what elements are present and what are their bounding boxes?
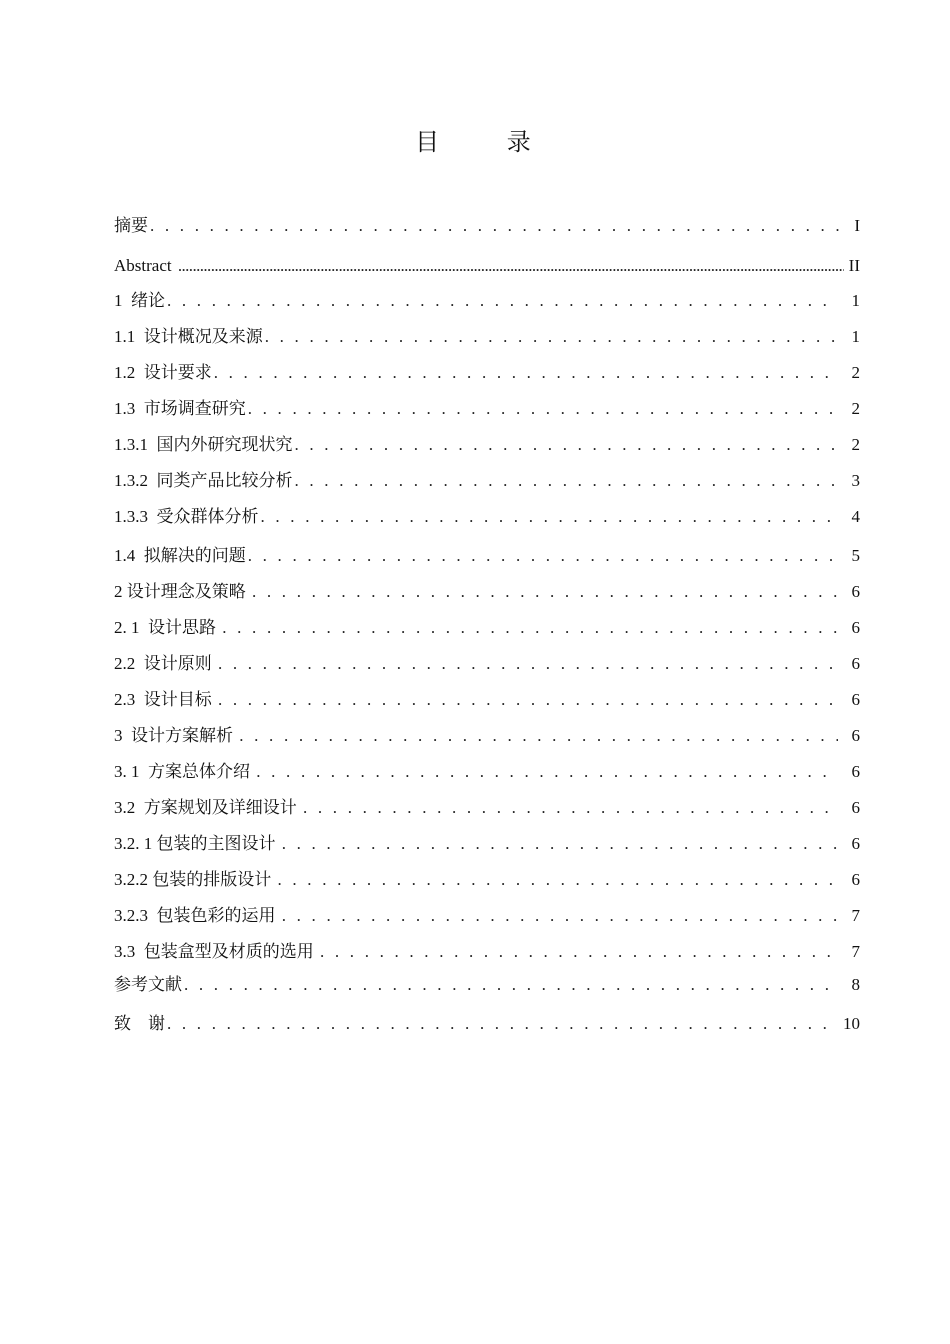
toc-entry-label: 1.1 设计概况及来源: [114, 327, 263, 346]
dot-leader: [320, 942, 838, 962]
toc-entry-label: 1.3.1 国内外研究现状究: [114, 435, 293, 454]
toc-entry-label: 参考文献: [114, 975, 182, 994]
dot-leader: [214, 363, 838, 383]
toc-title: 目 录: [415, 128, 561, 156]
toc-entry-page: 6: [851, 870, 860, 889]
toc-entry-page: 4: [851, 507, 860, 526]
toc-entry-page: 8: [851, 975, 860, 994]
toc-entry-label: 1 绪论: [114, 291, 165, 310]
toc-entry-page: 2: [851, 435, 860, 454]
toc-entry-abstract-cn[interactable]: [114, 212, 860, 236]
toc-entry-page: 1: [851, 327, 860, 346]
toc-entry-page: 5: [851, 546, 860, 565]
dot-leader: [150, 216, 850, 236]
toc-entry[interactable]: [114, 287, 860, 311]
toc-entry-label: 2.2 设计原则: [114, 654, 216, 673]
toc-entry-page: 2: [851, 363, 860, 382]
toc-entry[interactable]: [114, 794, 860, 818]
dot-leader: [261, 507, 839, 527]
dot-leader: [256, 762, 838, 782]
dot-leader: [295, 471, 839, 491]
toc-entry-label: 2. 1 设计思路: [114, 618, 221, 637]
toc-entry[interactable]: [114, 866, 860, 890]
dot-leader: [252, 582, 838, 602]
toc-entry-label: 摘要: [114, 216, 148, 235]
toc-entry-page: 6: [851, 762, 860, 781]
toc-entry-page: 10: [843, 1014, 860, 1033]
toc-entry-page: 7: [851, 906, 860, 925]
dot-leader: [295, 435, 839, 455]
toc-entry-label: 1.3.3 受众群体分析: [114, 507, 259, 526]
dot-leader: [265, 327, 838, 347]
toc-entry-label: 2 设计理念及策略: [114, 582, 250, 601]
dot-leader: [218, 654, 838, 674]
toc-entry[interactable]: [114, 614, 860, 638]
dot-leader: [222, 618, 838, 638]
dot-leader: [248, 399, 838, 419]
toc-entry[interactable]: [114, 359, 860, 383]
toc-entry[interactable]: [114, 323, 860, 347]
toc-entry-label: 3.2. 1 包装的主图设计: [114, 834, 280, 853]
toc-entry-label: 3.3 包装盒型及材质的选用: [114, 942, 318, 961]
toc-entry-label: 1.2 设计要求: [114, 363, 212, 382]
toc-entry-page: 6: [851, 582, 860, 601]
dot-leader: [167, 291, 838, 311]
dot-leader: [184, 975, 838, 995]
dot-leader: [278, 870, 839, 890]
dot-leader: [248, 546, 838, 566]
toc-entry-page: I: [854, 216, 860, 235]
toc-entry-page: 1: [851, 291, 860, 310]
toc-entry-page: 6: [851, 798, 860, 817]
toc-entry-abstract-en[interactable]: [114, 252, 860, 276]
toc-entry-label: 2.3 设计目标: [114, 690, 216, 709]
toc-entry-page: 6: [851, 618, 860, 637]
toc-entry[interactable]: [114, 938, 860, 962]
dot-leader: [218, 690, 838, 710]
toc-entry[interactable]: [114, 431, 860, 455]
toc-entry-label: 3.2.2 包装的排版设计: [114, 870, 276, 889]
toc-entry-label: Abstract: [114, 256, 176, 275]
toc-entry[interactable]: [114, 503, 860, 527]
toc-entry-page: 6: [851, 654, 860, 673]
dot-leader: [239, 726, 838, 746]
toc-entry-label: 3 设计方案解析: [114, 726, 238, 745]
toc-entry-references[interactable]: [114, 971, 860, 995]
toc-entry-label: 1.3.2 同类产品比较分析: [114, 471, 293, 490]
toc-entry-label: 3.2 方案规划及详细设计: [114, 798, 301, 817]
toc-entry[interactable]: [114, 830, 860, 854]
toc-entry-label: 3. 1 方案总体介绍: [114, 762, 255, 781]
toc-entry[interactable]: [114, 542, 860, 566]
toc-entry-page: 6: [851, 690, 860, 709]
toc-entry[interactable]: [114, 722, 860, 746]
toc-entry-label: 3.2.3 包装色彩的运用: [114, 906, 280, 925]
dot-leader: [303, 798, 838, 818]
toc-entry[interactable]: [114, 902, 860, 926]
dot-leader: [178, 256, 844, 276]
toc-entry[interactable]: [114, 686, 860, 710]
toc-entry-label: 1.3 市场调查研究: [114, 399, 246, 418]
toc-entry-page: II: [848, 256, 860, 275]
toc-entry[interactable]: [114, 578, 860, 602]
toc-entry-page: 7: [851, 942, 860, 961]
toc-entry-page: 3: [851, 471, 860, 490]
toc-entry-acknowledgements[interactable]: [114, 1010, 860, 1034]
toc-entry[interactable]: [114, 650, 860, 674]
toc-entry-page: 2: [851, 399, 860, 418]
toc-entry-page: 6: [851, 834, 860, 853]
toc-entry[interactable]: [114, 395, 860, 419]
toc-entry-label: 致 谢: [114, 1014, 165, 1033]
toc-entry-label: 1.4 拟解决的问题: [114, 546, 246, 565]
toc-entry[interactable]: [114, 758, 860, 782]
toc-entry[interactable]: [114, 467, 860, 491]
dot-leader: [282, 906, 838, 926]
dot-leader: [282, 834, 838, 854]
toc-entry-page: 6: [851, 726, 860, 745]
dot-leader: [167, 1014, 838, 1034]
